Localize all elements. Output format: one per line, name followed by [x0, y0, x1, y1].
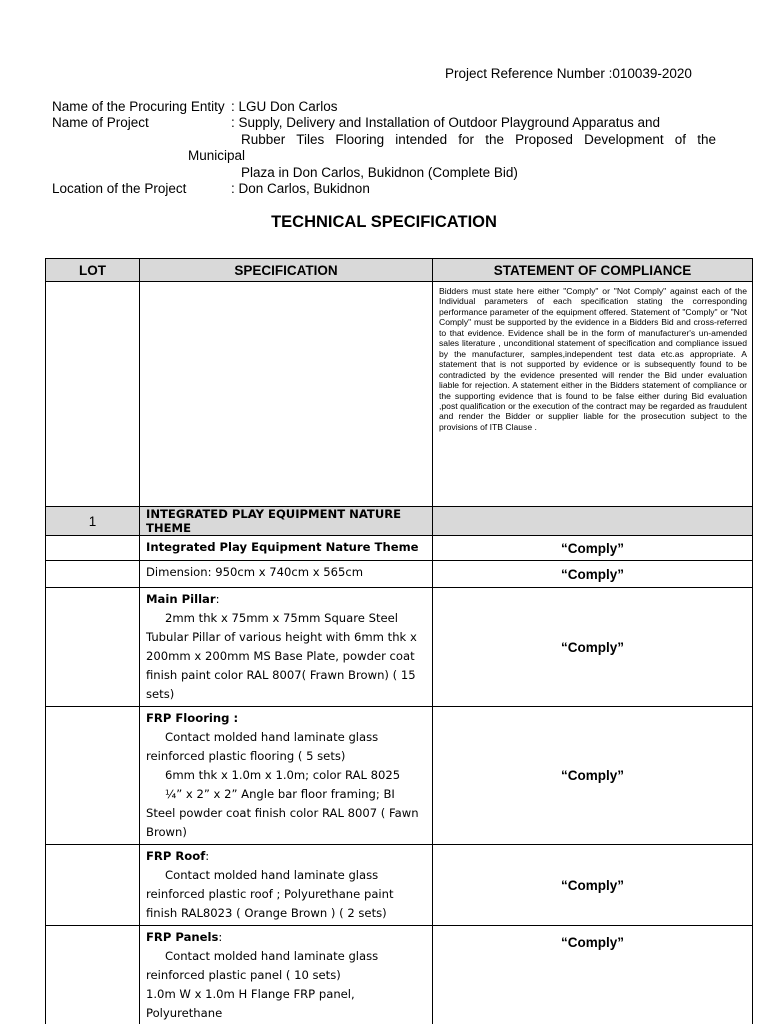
frp-flooring-line2: 6mm thk x 1.0m x 1.0m; color RAL 8025 — [165, 768, 401, 782]
project-name-row — [52, 115, 716, 131]
frp-panels-line2: 1.0m W x 1.0m H Flange FRP panel, Polyurethane — [146, 987, 355, 1020]
header-lot: LOT — [46, 259, 140, 282]
table-row — [46, 707, 753, 845]
location-value: : Don Carlos, Bukidnon — [231, 181, 370, 197]
project-name-value-line4: Plaza in Don Carlos, Bukidnon (Complete Bid) — [241, 164, 518, 180]
location-row — [52, 181, 716, 197]
compliance-notice: Bidders must state here either "Comply" or "Not Comply" against each of the Individual parameters of each specification stating the corresponding performance parameter of the equipment offered. Statement of "Comply" or "Not Comply" must be supported by the evidence in a Bidders Bid and cross-referred to that evidence. Evidence shall be in the form of manufacturer's un-amended sales literature , unconditional statement of specification and compliance issued by the manufacturer, samples,independent test data etc.as appropriate. A statement that is not supported by evidence or is subsequently found to be contradicted by the evidence presented will render the Bid under evaluation liable for rejection. A statement either in the Bidders statement of compliance or the supporting evidence that is found to be false either during Bid evaluation ,post qualification or the execution of the contract may be regarded as fraudulent and render the Bidder or supplier liable for the prosecution subject to the provisions of ITB Clause . — [433, 282, 753, 507]
frp-flooring-heading: FRP Flooring : — [146, 711, 239, 725]
frp-panels-line1: Contact molded hand laminate glass reinforced plastic panel ( 10 sets) — [146, 949, 379, 982]
main-pillar-body: 2mm thk x 75mm x 75mm Square Steel Tubular Pillar of various height with 6mm thk x 200mm x 200mm MS Base Plate, powder coat finish paint color RAL 8007( Frawn Brown) ( 15 sets) — [146, 611, 417, 701]
table-header-row — [46, 259, 753, 282]
comply-frp-flooring: “Comply” — [433, 707, 753, 845]
project-reference-number: Project Reference Number :010039-2020 — [445, 66, 692, 81]
notice-row — [46, 282, 753, 507]
procuring-entity-row — [52, 99, 716, 115]
procuring-entity-value: : LGU Don Carlos — [231, 99, 338, 114]
item-title: Integrated Play Equipment Nature Theme — [146, 540, 419, 554]
table-row — [46, 926, 753, 1024]
dimension-cell — [140, 561, 433, 588]
lot-cell — [46, 588, 140, 707]
frp-panels-cell — [140, 926, 433, 1024]
project-name-value-line1: : Supply, Delivery and Installation of Outdoor Playground Apparatus and — [231, 115, 661, 131]
comply-main-pillar: “Comply” — [433, 588, 753, 707]
frp-panels-colon: : — [218, 930, 223, 944]
lot-number: 1 — [46, 507, 140, 536]
table-row — [46, 561, 753, 588]
project-name-value-line2: Rubber Tiles Flooring intended for the Proposed Development of the — [241, 131, 716, 147]
lot-title: INTEGRATED PLAY EQUIPMENT NATURE THEME — [140, 507, 433, 536]
main-pillar-heading-line — [146, 590, 426, 609]
table-row — [46, 536, 753, 561]
table-row — [46, 588, 753, 707]
dimension-text: Dimension: 950cm x 740cm x 565cm — [146, 565, 364, 579]
frp-roof-body: Contact molded hand laminate glass reinforced plastic roof ; Polyurethane paint finish RAL8023 ( Orange Brown ) ( 2 sets) — [146, 868, 394, 920]
frp-roof-colon: : — [205, 849, 210, 863]
main-pillar-cell — [140, 588, 433, 707]
project-name-label: Name of Project — [52, 115, 149, 131]
lot-cell — [46, 707, 140, 845]
frp-flooring-line1: Contact molded hand laminate glass reinforced plastic flooring ( 5 sets) — [146, 730, 379, 763]
table-row — [46, 845, 753, 926]
frp-roof-heading: FRP Roof — [146, 849, 206, 863]
comply-dimension: “Comply” — [433, 561, 753, 588]
item-title-cell — [140, 536, 433, 561]
specification-table — [45, 258, 753, 1024]
frp-roof-cell — [140, 845, 433, 926]
location-label: Location of the Project — [52, 181, 187, 197]
project-info-block — [52, 99, 716, 197]
project-name-value-line3: Municipal — [188, 148, 246, 164]
frp-flooring-line3: ¼” x 2” x 2” Angle bar floor framing; BI Steel powder coat finish color RAL 8007 ( Fawn Brown) — [146, 787, 419, 839]
lot-cell — [46, 561, 140, 588]
main-pillar-colon: : — [215, 592, 220, 606]
comply-item-title: “Comply” — [433, 536, 753, 561]
notice-spec-cell — [140, 282, 433, 507]
notice-lot-cell — [46, 282, 140, 507]
lot-row — [46, 507, 753, 536]
lot-cell — [46, 926, 140, 1024]
lot-cell — [46, 845, 140, 926]
procuring-entity-label: Name of the Procuring Entity — [52, 99, 225, 114]
comply-frp-panels: “Comply” — [433, 926, 753, 1024]
frp-panels-heading: FRP Panels — [146, 930, 219, 944]
frp-flooring-cell — [140, 707, 433, 845]
page-title: TECHNICAL SPECIFICATION — [271, 213, 497, 231]
header-specification: SPECIFICATION — [140, 259, 433, 282]
comply-frp-roof: “Comply” — [433, 845, 753, 926]
header-compliance: STATEMENT OF COMPLIANCE — [433, 259, 753, 282]
lot-cell — [46, 536, 140, 561]
main-pillar-heading: Main Pillar — [146, 592, 216, 606]
lot-compliance-cell — [433, 507, 753, 536]
